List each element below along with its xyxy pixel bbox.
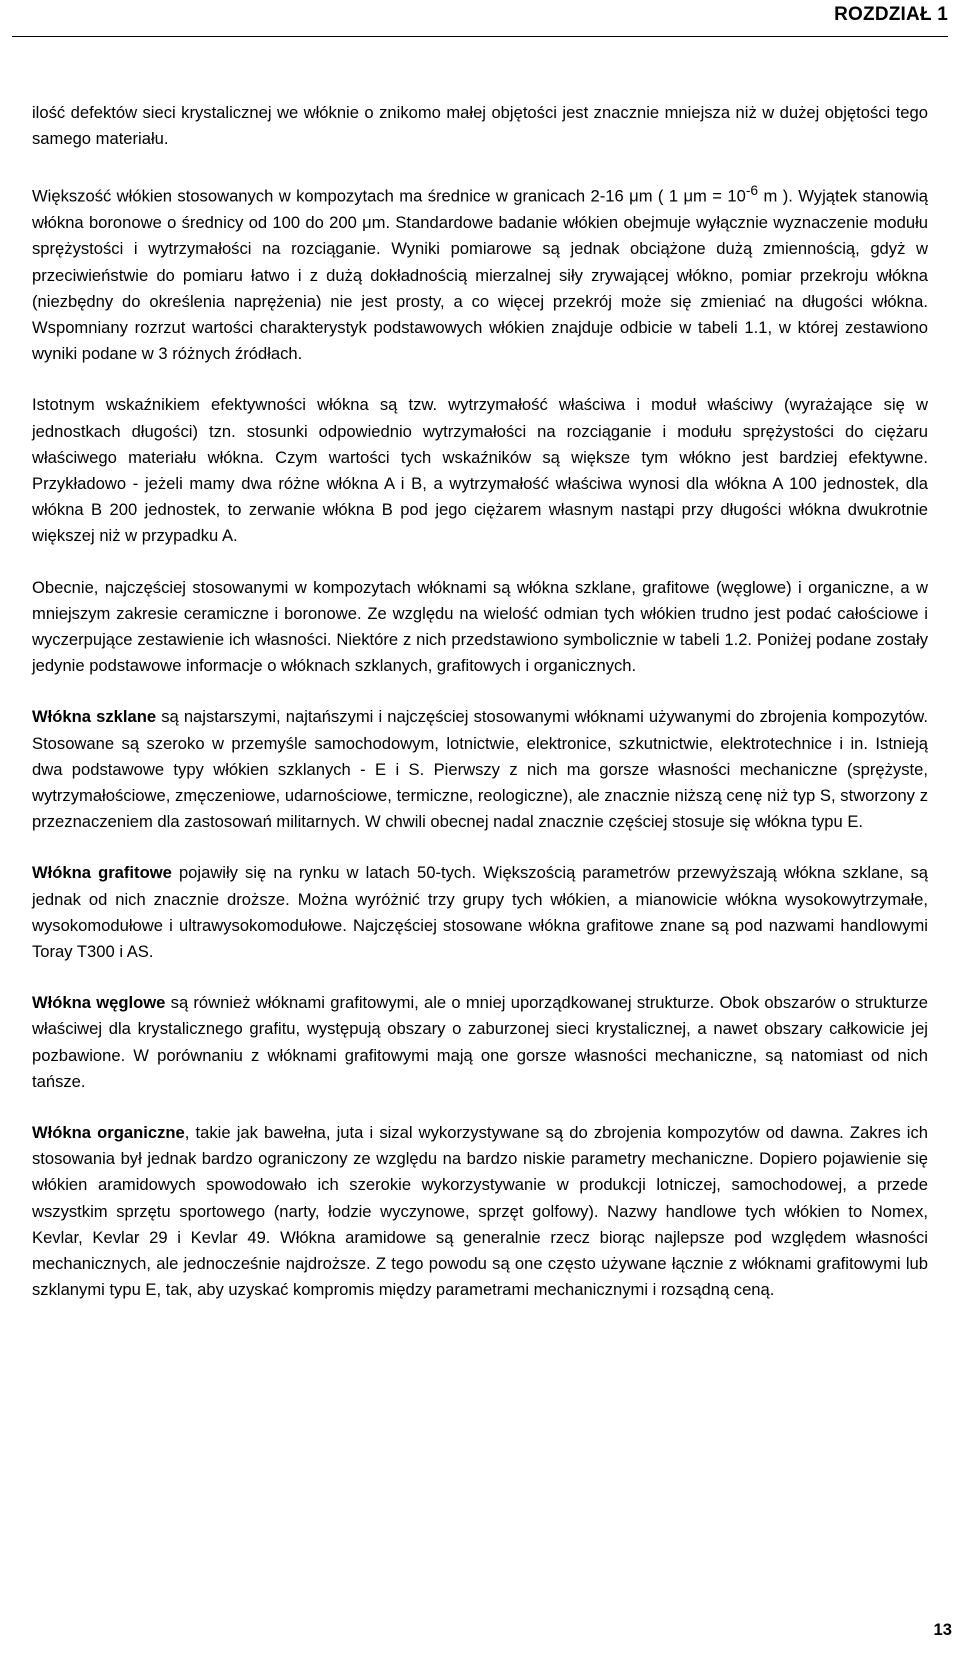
paragraph-fiber-types xyxy=(32,575,928,680)
paragraph-fiber-diameters xyxy=(32,177,928,367)
paragraph-glass-fibers xyxy=(32,704,928,835)
paragraph-text: pojawiły się na rynku w latach 50-tych. Większością parametrów przewyższają włókna szklane, są jednak od nich znacznie droższe. Można wyróżnić trzy grupy tych włókien, a mianowicie włókna wysokowytrzymałe, wysokomodułowe i ultrawysokomodułowe. Najczęściej stosowane włókna grafitowe znane są pod nazwami handlowymi Toray T300 i AS. xyxy=(32,863,928,962)
paragraph-graphite-fibers xyxy=(32,860,928,965)
term-carbon-fibers: Włókna węglowe xyxy=(32,993,166,1013)
document-body xyxy=(32,100,928,1303)
header-rule xyxy=(12,36,948,37)
paragraph-text: są również włóknami grafitowymi, ale o mniej uporządkowanej strukturze. Obok obszarów o strukturze właściwej dla krystalicznego grafitu, występują obszary o zaburzonej sieci krystalicznej, a nawet obszary całkowicie jej pozbawione. W porównaniu z włóknami grafitowymi mają one gorsze własności mechaniczne, są natomiast od nich tańsze. xyxy=(32,993,928,1091)
paragraph-text-part-2: m ). Wyjątek stanowią włókna boronowe o średnicy od 100 do 200 μm. Standardowe badanie włókien obejmuje wyłącznie wyznaczenie modułu sprężystości i wytrzymałości na rozciąganie. Wyniki pomiarowe są jednak obciążone dużą zmiennością, gdyż w przeciwieństwie do pomiaru łatwo i z dużą dokładnością mierzalnej siły zrywającej włókno, pomiar przekroju włókna (niezbędny do określenia naprężenia) nie jest prosty, a co więcej przekrój może się zmieniać na długości włókna. Wspomniany rozrzut wartości charakterystyk podstawowych włókien znajduje odbicie w tabeli 1.1, w której zestawiono wyniki podane w 3 różnych źródłach. xyxy=(32,186,929,364)
paragraph-carbon-fibers xyxy=(32,990,928,1095)
exponent: -6 xyxy=(745,182,759,199)
paragraph-text: Istotnym wskaźnikiem efektywności włókna są tzw. wytrzymałość właściwa i moduł właściwy (wyrażające się w jednostkach długości) tzn. stosunki odpowiednio wytrzymałości na rozciąganie i modułu sprężystości do ciężaru właściwego materiału włókna. Czym wartości tych wskaźników są większe tym włókno jest bardziej efektywne. Przykładowo - jeżeli mamy dwa różne włókna A i B, a wytrzymałość właściwa wynosi dla włókna A 100 jednostek, dla włókna B 200 jednostek, to zerwanie włókna B pod jego ciężarem własnym nastąpi przy długości włókna dwukrotnie większej niż w przypadku A. xyxy=(32,395,928,546)
paragraph-text: są najstarszymi, najtańszymi i najczęściej stosowanymi włóknami używanymi do zbrojenia kompozytów. Stosowane są szeroko w przemyśle samochodowym, lotnictwie, elektronice, szkutnictwie, elektrotechnice i in. Istnieją dwa podstawowe typy włókien szklanych - E i S. Pierwszy z nich ma gorsze własności mechaniczne (sprężyste, wytrzymałościowe, zmęczeniowe, udarnościowe, termiczne, reologiczne), ale znacznie niższą cenę niż typ S, stworzony z przeznaczeniem dla zastosowań militarnych. W chwili obecnej nadal znacznie częściej stosuje się włókna typu E. xyxy=(32,707,928,832)
term-graphite-fibers: Włókna grafitowe xyxy=(32,863,172,883)
paragraph-text: Obecnie, najczęściej stosowanymi w kompozytach włóknami są włókna szklane, grafitowe (węglowe) i organiczne, a w mniejszym zakresie ceramiczne i boronowe. Ze względu na wielość odmian tych włókien trudno jest podać całościowe i wyczerpujące zestawienie ich własności. Niektóre z nich przedstawiono symbolicznie w tabeli 1.2. Poniżej podane zostały jedynie podstawowe informacje o włóknach szklanych, grafitowych i organicznych. xyxy=(32,577,928,676)
paragraph-fiber-defects xyxy=(32,100,928,152)
paragraph-text: , takie jak bawełna, juta i sizal wykorzystywane są do zbrojenia kompozytów od dawna. Zakres ich stosowania był jednak bardzo ograniczony ze względu na bardzo niskie parametry mechaniczne. Dopiero pojawienie się włókien aramidowych spowodowało ich szerokie wykorzystywanie w produkcji lotniczej, samochodowej, a przede wszystkim sprzętu sportowego (narty, łodzie wyczynowe, sprzęt golfowy). Nazwy handlowe tych włókien to Nomex, Kevlar, Kevlar 29 i Kevlar 49. Włókna aramidowe są generalnie rzecz biorąc najlepsze pod względem własności mechanicznych, ale jednocześnie najdroższe. Z tego powodu są one często używane łącznie z włóknami grafitowymi lub szklanymi typu E, tak, aby uzyskać kompromis między parametrami mechanicznymi i rozsądną ceną. xyxy=(32,1123,928,1300)
term-organic-fibers: Włókna organiczne xyxy=(32,1123,185,1143)
paragraph-organic-fibers xyxy=(32,1120,928,1303)
chapter-title: ROZDZIAŁ 1 xyxy=(834,4,948,25)
paragraph-text: ilość defektów sieci krystalicznej we włóknie o znikomo małej objętości jest znacznie mniejsza niż w dużej objętości tego samego materiału. xyxy=(32,103,928,149)
paragraph-specific-strength xyxy=(32,392,928,549)
term-glass-fibers: Włókna szklane xyxy=(32,707,157,727)
page-number: 13 xyxy=(933,1620,952,1639)
paragraph-text-part-1: Większość włókien stosowanych w kompozytach ma średnice w granicach 2-16 μm ( 1 μm = 10 xyxy=(32,186,746,206)
